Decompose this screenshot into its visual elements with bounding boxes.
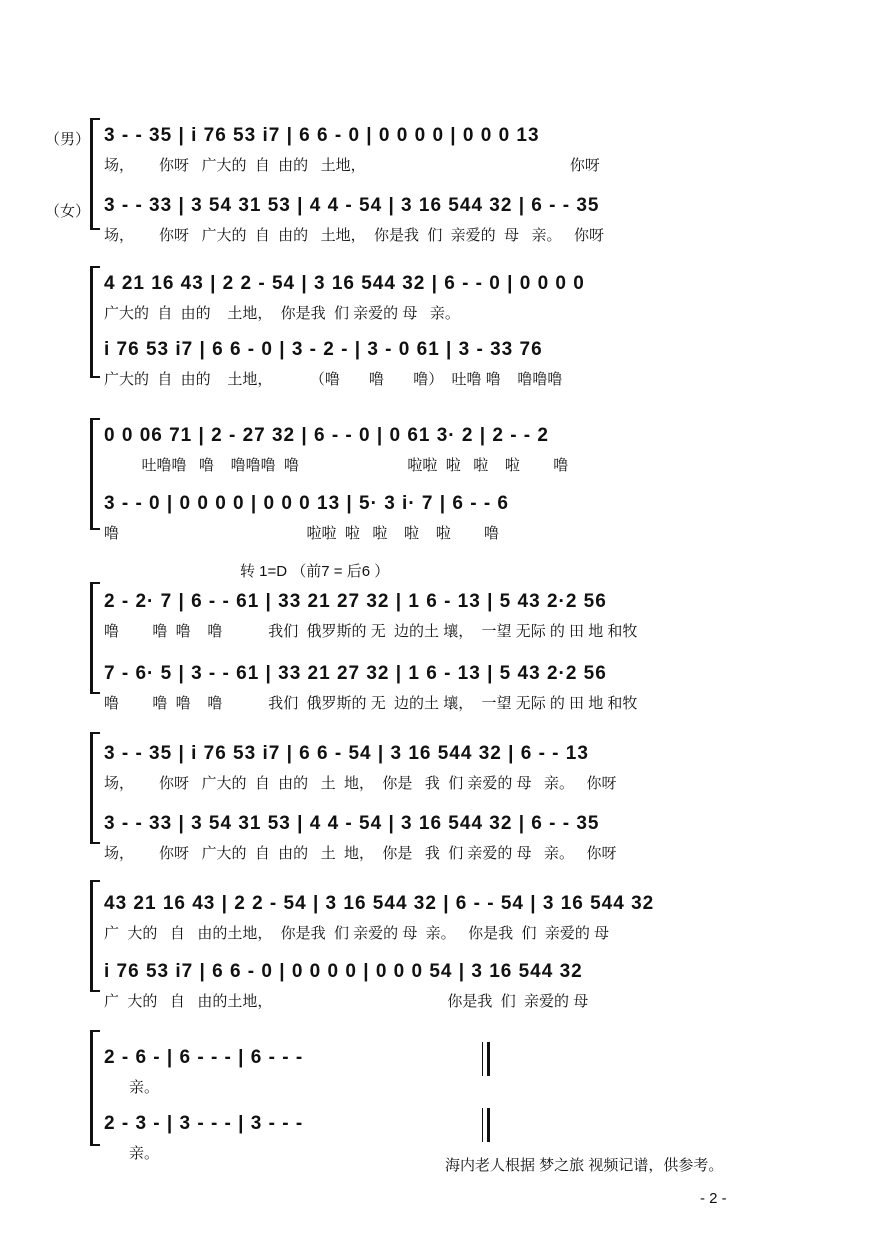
lower-staff [92, 658, 772, 724]
lyric-line: 广大的 自 由的 土地， （噜 噜 噜） 吐噜 噜 噜噜噜 [104, 371, 563, 388]
female-staff [92, 190, 772, 256]
lyric-line: 广 大的 自 由的土地， 你是我 们 亲爱的 母 [104, 993, 589, 1010]
upper-staff [92, 586, 772, 652]
transcription-credit: 海内老人根据 梦之旅 视频记谱，供参考。 [445, 1157, 724, 1174]
lyric-line: 广 大的 自 由的土地， 你是我 们 亲爱的 母 亲。 你是我 们 亲爱的 母 [104, 925, 610, 942]
upper-staff [92, 888, 772, 954]
notation-line: 43 21 16 43 | 2 2 - 54 | 3 16 544 32 | 6 - - 54 | 3 16 544 32 [104, 893, 655, 914]
lyric-line: 场， 你呀 广大的 自 由的 土 地， 你是 我 们 亲爱的 母 亲。 你呀 [104, 845, 617, 862]
final-barline [482, 1108, 490, 1142]
system-2 [92, 266, 772, 386]
notation-line: 2 - 3 - | 3 - - - | 3 - - - [104, 1113, 304, 1134]
system-1 [92, 118, 772, 244]
system-6 [92, 880, 772, 1010]
notation-line: 7 - 6· 5 | 3 - - 61 | 33 21 27 32 | 1 6 - 13 | 5 43 2·2 56 [104, 663, 607, 684]
notation-line: 2 - 6 - | 6 - - - | 6 - - - [104, 1047, 304, 1068]
lower-staff [92, 808, 772, 874]
lyric-line: 吐噜噜 噜 噜噜噜 噜 啦啦 啦 啦 啦 噜 [104, 457, 569, 474]
notation-line: i 76 53 i7 | 6 6 - 0 | 3 - 2 - | 3 - 0 61 | 3 - 33 76 [104, 339, 543, 360]
lower-staff [92, 956, 772, 1022]
notation-line: 2 - 2· 7 | 6 - - 61 | 33 21 27 32 | 1 6 - 13 | 5 43 2·2 56 [104, 591, 607, 612]
upper-staff [92, 1042, 512, 1108]
system-4 [92, 582, 772, 712]
page-number: - 2 - [700, 1190, 727, 1207]
male-staff [92, 120, 772, 186]
lyric-line: 亲。 [104, 1145, 160, 1162]
system-5 [92, 732, 772, 862]
female-voice-label: （女） [45, 203, 91, 220]
notation-line: 3 - - 35 | i 76 53 i7 | 6 6 - 0 | 0 0 0 0 | 0 0 0 13 [104, 125, 540, 146]
final-barline [482, 1042, 490, 1076]
notation-line: 3 - - 33 | 3 54 31 53 | 4 4 - 54 | 3 16 544 32 | 6 - - 35 [104, 813, 600, 834]
lyric-line: 噜 啦啦 啦 啦 啦 啦 噜 [104, 525, 500, 542]
notation-line: 0 0 06 71 | 2 - 27 32 | 6 - - 0 | 0 61 3· 2 | 2 - - 2 [104, 425, 549, 446]
lyric-line: 亲。 [104, 1079, 160, 1096]
male-voice-label: （男） [45, 131, 91, 148]
lyric-line: 场， 你呀 广大的 自 由的 土地， 你是我 们 亲爱的 母 亲。 你呀 [104, 227, 605, 244]
lyric-line: 场， 你呀 广大的 自 由的 土地， 你呀 [104, 157, 600, 174]
upper-staff [92, 420, 772, 486]
lower-staff [92, 488, 772, 554]
notation-line: 3 - - 33 | 3 54 31 53 | 4 4 - 54 | 3 16 544 32 | 6 - - 35 [104, 195, 600, 216]
system-7 [92, 1030, 512, 1162]
upper-staff [92, 738, 772, 804]
lyric-line: 场， 你呀 广大的 自 由的 土 地， 你是 我 们 亲爱的 母 亲。 你呀 [104, 775, 617, 792]
key-change-marking: 转 1=D （前7 = 后6 ） [240, 563, 390, 580]
upper-staff [92, 268, 772, 334]
notation-line: 4 21 16 43 | 2 2 - 54 | 3 16 544 32 | 6 - - 0 | 0 0 0 0 [104, 273, 585, 294]
notation-line: i 76 53 i7 | 6 6 - 0 | 0 0 0 0 | 0 0 0 54 | 3 16 544 32 [104, 961, 583, 982]
lyric-line: 噜 噜 噜 噜 我们 俄罗斯的 无 边的土 壤， 一望 无际 的 田 地 和牧 [104, 695, 638, 712]
notation-line: 3 - - 0 | 0 0 0 0 | 0 0 0 13 | 5· 3 i· 7 | 6 - - 6 [104, 493, 509, 514]
lyric-line: 噜 噜 噜 噜 我们 俄罗斯的 无 边的土 壤， 一望 无际 的 田 地 和牧 [104, 623, 638, 640]
notation-line: 3 - - 35 | i 76 53 i7 | 6 6 - 54 | 3 16 544 32 | 6 - - 13 [104, 743, 589, 764]
system-3 [92, 418, 772, 542]
lower-staff [92, 334, 772, 400]
lyric-line: 广大的 自 由的 土地， 你是我 们 亲爱的 母 亲。 [104, 305, 460, 322]
